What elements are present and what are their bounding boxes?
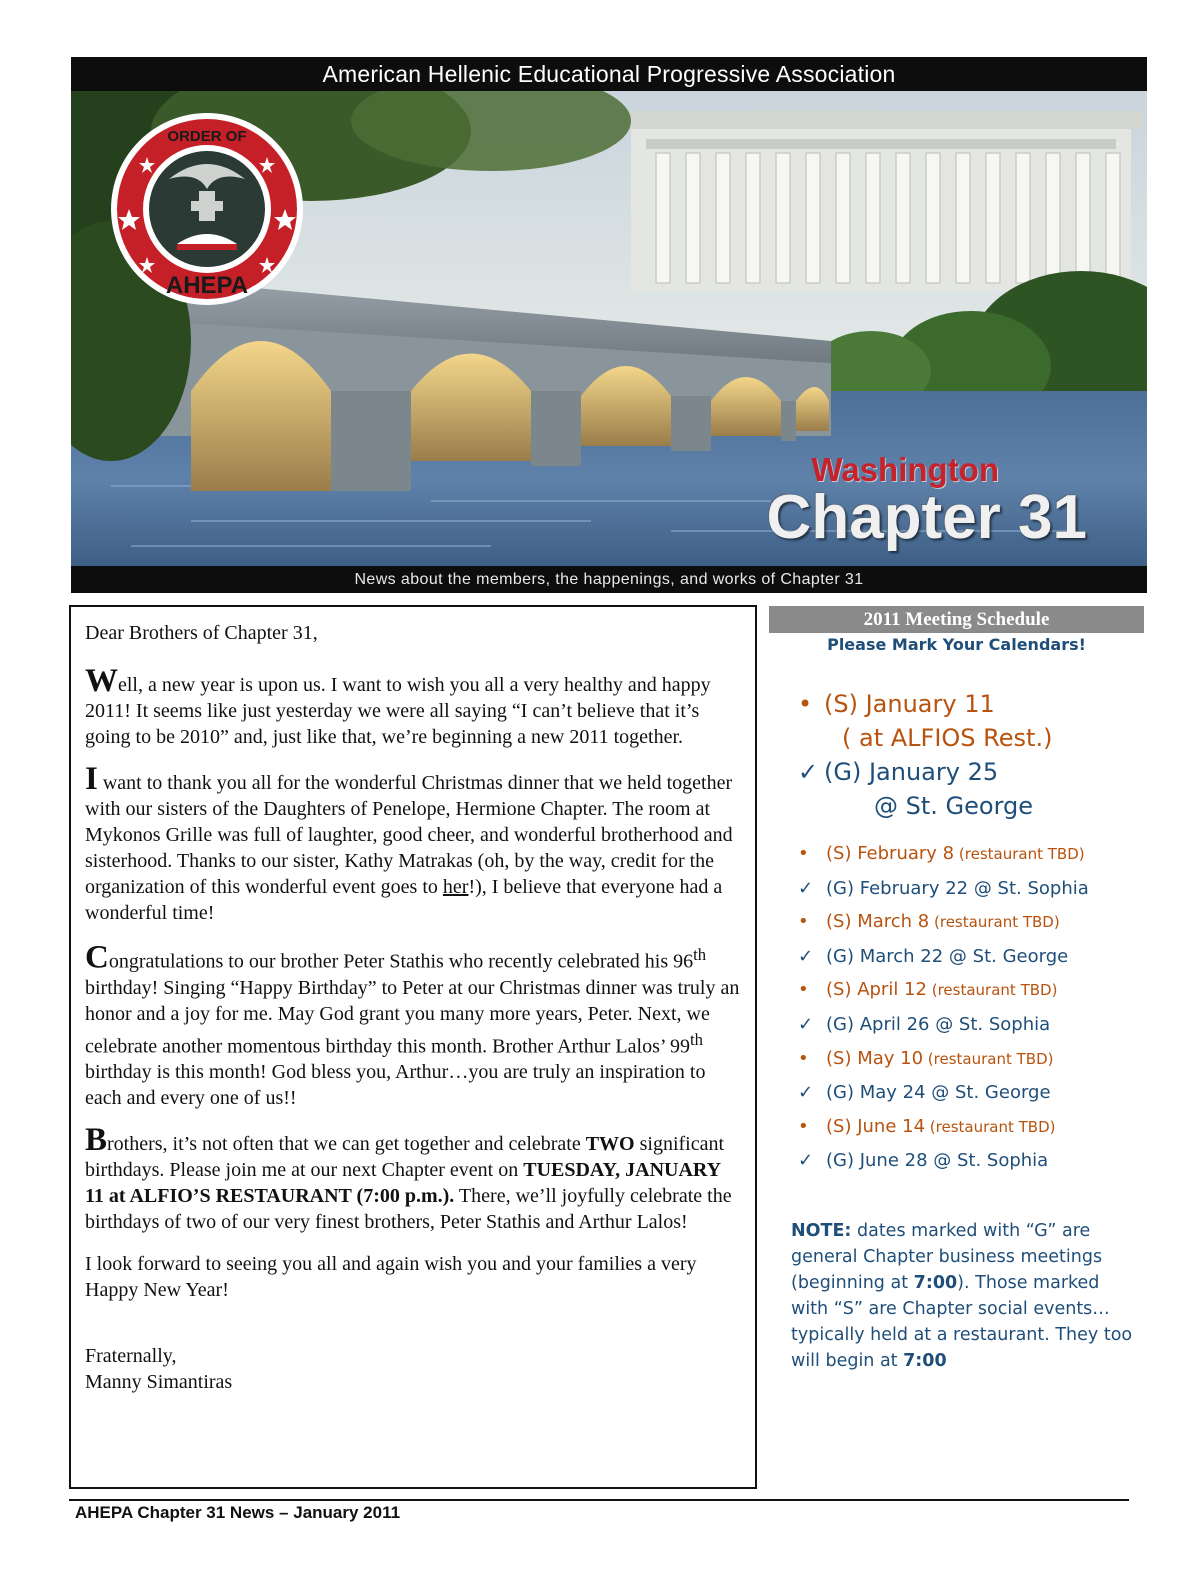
paragraph-text: There, we’ll joyfully celebrate the birthdays of two of our very finest brothers, Peter Stathis and Arthur Lalos!	[85, 1185, 732, 1234]
schedule-date: (G) June 28 @ St. Sophia	[826, 1150, 1049, 1172]
paragraph-text: rothers, it’s not often that we can get together and celebrate	[107, 1133, 586, 1156]
bullet-icon: •	[798, 911, 809, 933]
paragraph-text: !), I believe that everyone had a wonderful time!	[85, 876, 723, 924]
schedule-item-featured	[798, 755, 1158, 823]
schedule-title: 2011 Meeting Schedule	[769, 606, 1144, 633]
checkmark-icon: ✓	[798, 1150, 814, 1172]
letter-paragraph-4	[85, 1122, 741, 1235]
closing-word: Fraternally,	[85, 1345, 177, 1368]
note-text: ). Those marked with “S” are Chapter social events…typically held at a restaurant. They too will begin at	[791, 1273, 1133, 1371]
letter-greeting: Dear Brothers of Chapter 31,	[85, 622, 318, 644]
ahepa-seal-icon	[107, 109, 307, 309]
underlined-word: her	[442, 876, 469, 898]
ordinal-suffix: th	[690, 1029, 704, 1049]
paragraph-text: want to thank you all for the wonderful Christmas dinner that we held together with our sisters of the Daughters of Penelope, Hermione Chapter. The room at Mykonos Grille was full of laughter, good cheer, and wonderful brotherhood and sisterhood. Thanks to our sister, Kathy Matrakas (oh, by the way, credit for the organization of this wonderful event goes to	[85, 772, 733, 898]
schedule-item	[798, 905, 1158, 940]
meeting-schedule-list	[798, 687, 1158, 1178]
letter-paragraph-5: I look forward to seeing you all and again wish you and your families a very Happy New Year!	[85, 1253, 697, 1302]
checkmark-icon: ✓	[798, 877, 814, 899]
schedule-note: (restaurant TBD)	[923, 1049, 1054, 1068]
schedule-date: (S) January 11	[824, 690, 995, 718]
schedule-item	[798, 940, 1158, 974]
schedule-date: (S) March 8	[826, 911, 930, 933]
schedule-subtitle: Please Mark Your Calendars!	[827, 635, 1086, 654]
schedule-item-featured	[798, 687, 1158, 755]
hero-photo	[71, 91, 1147, 566]
schedule-date: (G) May 24 @ St. George	[826, 1082, 1051, 1104]
bullet-icon: •	[798, 1115, 809, 1137]
chapter-title-block	[766, 451, 1087, 552]
note-text: dates marked with “G” are general Chapter business meetings (beginning at	[791, 1221, 1103, 1293]
footer-divider	[69, 1499, 1129, 1501]
dropcap: I	[85, 761, 98, 797]
schedule-item	[798, 872, 1158, 906]
letter-closing	[85, 1343, 741, 1395]
footer-text: AHEPA Chapter 31 News – January 2011	[75, 1503, 401, 1522]
paragraph-text: ongratulations to our brother Peter Stathis who recently celebrated his 96	[108, 950, 694, 973]
schedule-note: (restaurant TBD)	[925, 1117, 1056, 1136]
paragraph-text: birthday! Singing “Happy Birthday” to Peter at our Christmas dinner was truly an honor and a joy for me. May God grant you many more years, Peter. Next, we celebrate another momentous birthday this month. Brother Arthur Lalos’ 99	[85, 976, 740, 1058]
ordinal-suffix: th	[693, 945, 707, 964]
paragraph-text: ell, a new year is upon us. I want to wish you all a very healthy and happy 2011! It seems like just yesterday we were all saying “I can’t believe that it’s going to be 2010” and, just like that, we’re beginning a new 2011 together.	[85, 674, 711, 748]
schedule-date: (S) February 8	[826, 843, 955, 864]
dropcap: C	[85, 939, 109, 976]
bullet-icon: •	[798, 843, 809, 864]
checkmark-icon: ✓	[798, 945, 814, 967]
note-label: NOTE:	[791, 1221, 852, 1241]
letter-paragraph-1	[85, 663, 741, 750]
schedule-date: (G) March 22 @ St. George	[826, 945, 1069, 967]
schedule-item	[798, 1144, 1158, 1178]
event-emphasis: TUESDAY, JANUARY 11 at ALFIO’S RESTAURANT (7:00 p.m.).	[85, 1159, 721, 1208]
bullet-icon: •	[798, 1047, 809, 1069]
org-name: American Hellenic Educational Progressive Association	[322, 61, 896, 87]
letter-paragraph-2	[85, 761, 741, 926]
schedule-note: (restaurant TBD)	[954, 845, 1085, 863]
checkmark-icon: ✓	[798, 1013, 814, 1035]
checkmark-icon: ✓	[798, 1082, 814, 1104]
schedule-item	[798, 1110, 1158, 1145]
schedule-date: (S) May 10	[826, 1047, 924, 1069]
emphasis: TWO	[585, 1133, 635, 1156]
schedule-item	[798, 1042, 1158, 1077]
city-title: Washington	[811, 451, 999, 488]
dropcap: W	[85, 663, 118, 699]
schedule-item	[798, 837, 1158, 872]
schedule-note: (restaurant TBD)	[929, 913, 1060, 932]
note-time: 7:00	[903, 1351, 947, 1371]
tagline: News about the members, the happenings, and works of Chapter 31	[354, 571, 864, 588]
paragraph-text: birthday is this month! God bless you, Arthur…you are truly an inspiration to each and every one of us!!	[85, 1061, 706, 1110]
logo-top-text: ORDER OF	[167, 128, 247, 145]
schedule-date: (G) January 25	[824, 758, 999, 786]
schedule-item	[798, 973, 1158, 1008]
tagline-bar	[71, 566, 1147, 593]
logo-bottom-text: AHEPA	[165, 272, 249, 299]
dropcap: B	[85, 1122, 108, 1159]
bullet-icon: •	[798, 690, 813, 718]
note-time: 7:00	[913, 1273, 958, 1293]
president-letter	[69, 605, 757, 1489]
paragraph-text: significant birthdays. Please join me at our next Chapter event on	[85, 1133, 725, 1182]
schedule-date: (G) April 26 @ St. Sophia	[826, 1013, 1051, 1035]
signature: Manny Simantiras	[85, 1371, 233, 1394]
ahepa-logo	[107, 109, 307, 309]
schedule-item	[798, 1076, 1158, 1110]
chapter-title: Chapter 31	[766, 483, 1087, 552]
schedule-note-box	[791, 1218, 1136, 1374]
schedule-date: (S) April 12	[826, 979, 927, 1001]
org-name-bar	[71, 57, 1147, 91]
letter-paragraph-3	[85, 939, 741, 1111]
schedule-item	[798, 1008, 1158, 1042]
schedule-location: @ St. George	[874, 792, 1034, 820]
schedule-date: (G) February 22 @ St. Sophia	[826, 877, 1089, 899]
bullet-icon: •	[798, 979, 809, 1001]
schedule-date: (S) June 14	[826, 1115, 926, 1137]
schedule-location: ( at ALFIOS Rest.)	[842, 724, 1053, 752]
schedule-note: (restaurant TBD)	[926, 981, 1058, 1000]
checkmark-icon: ✓	[798, 758, 819, 786]
